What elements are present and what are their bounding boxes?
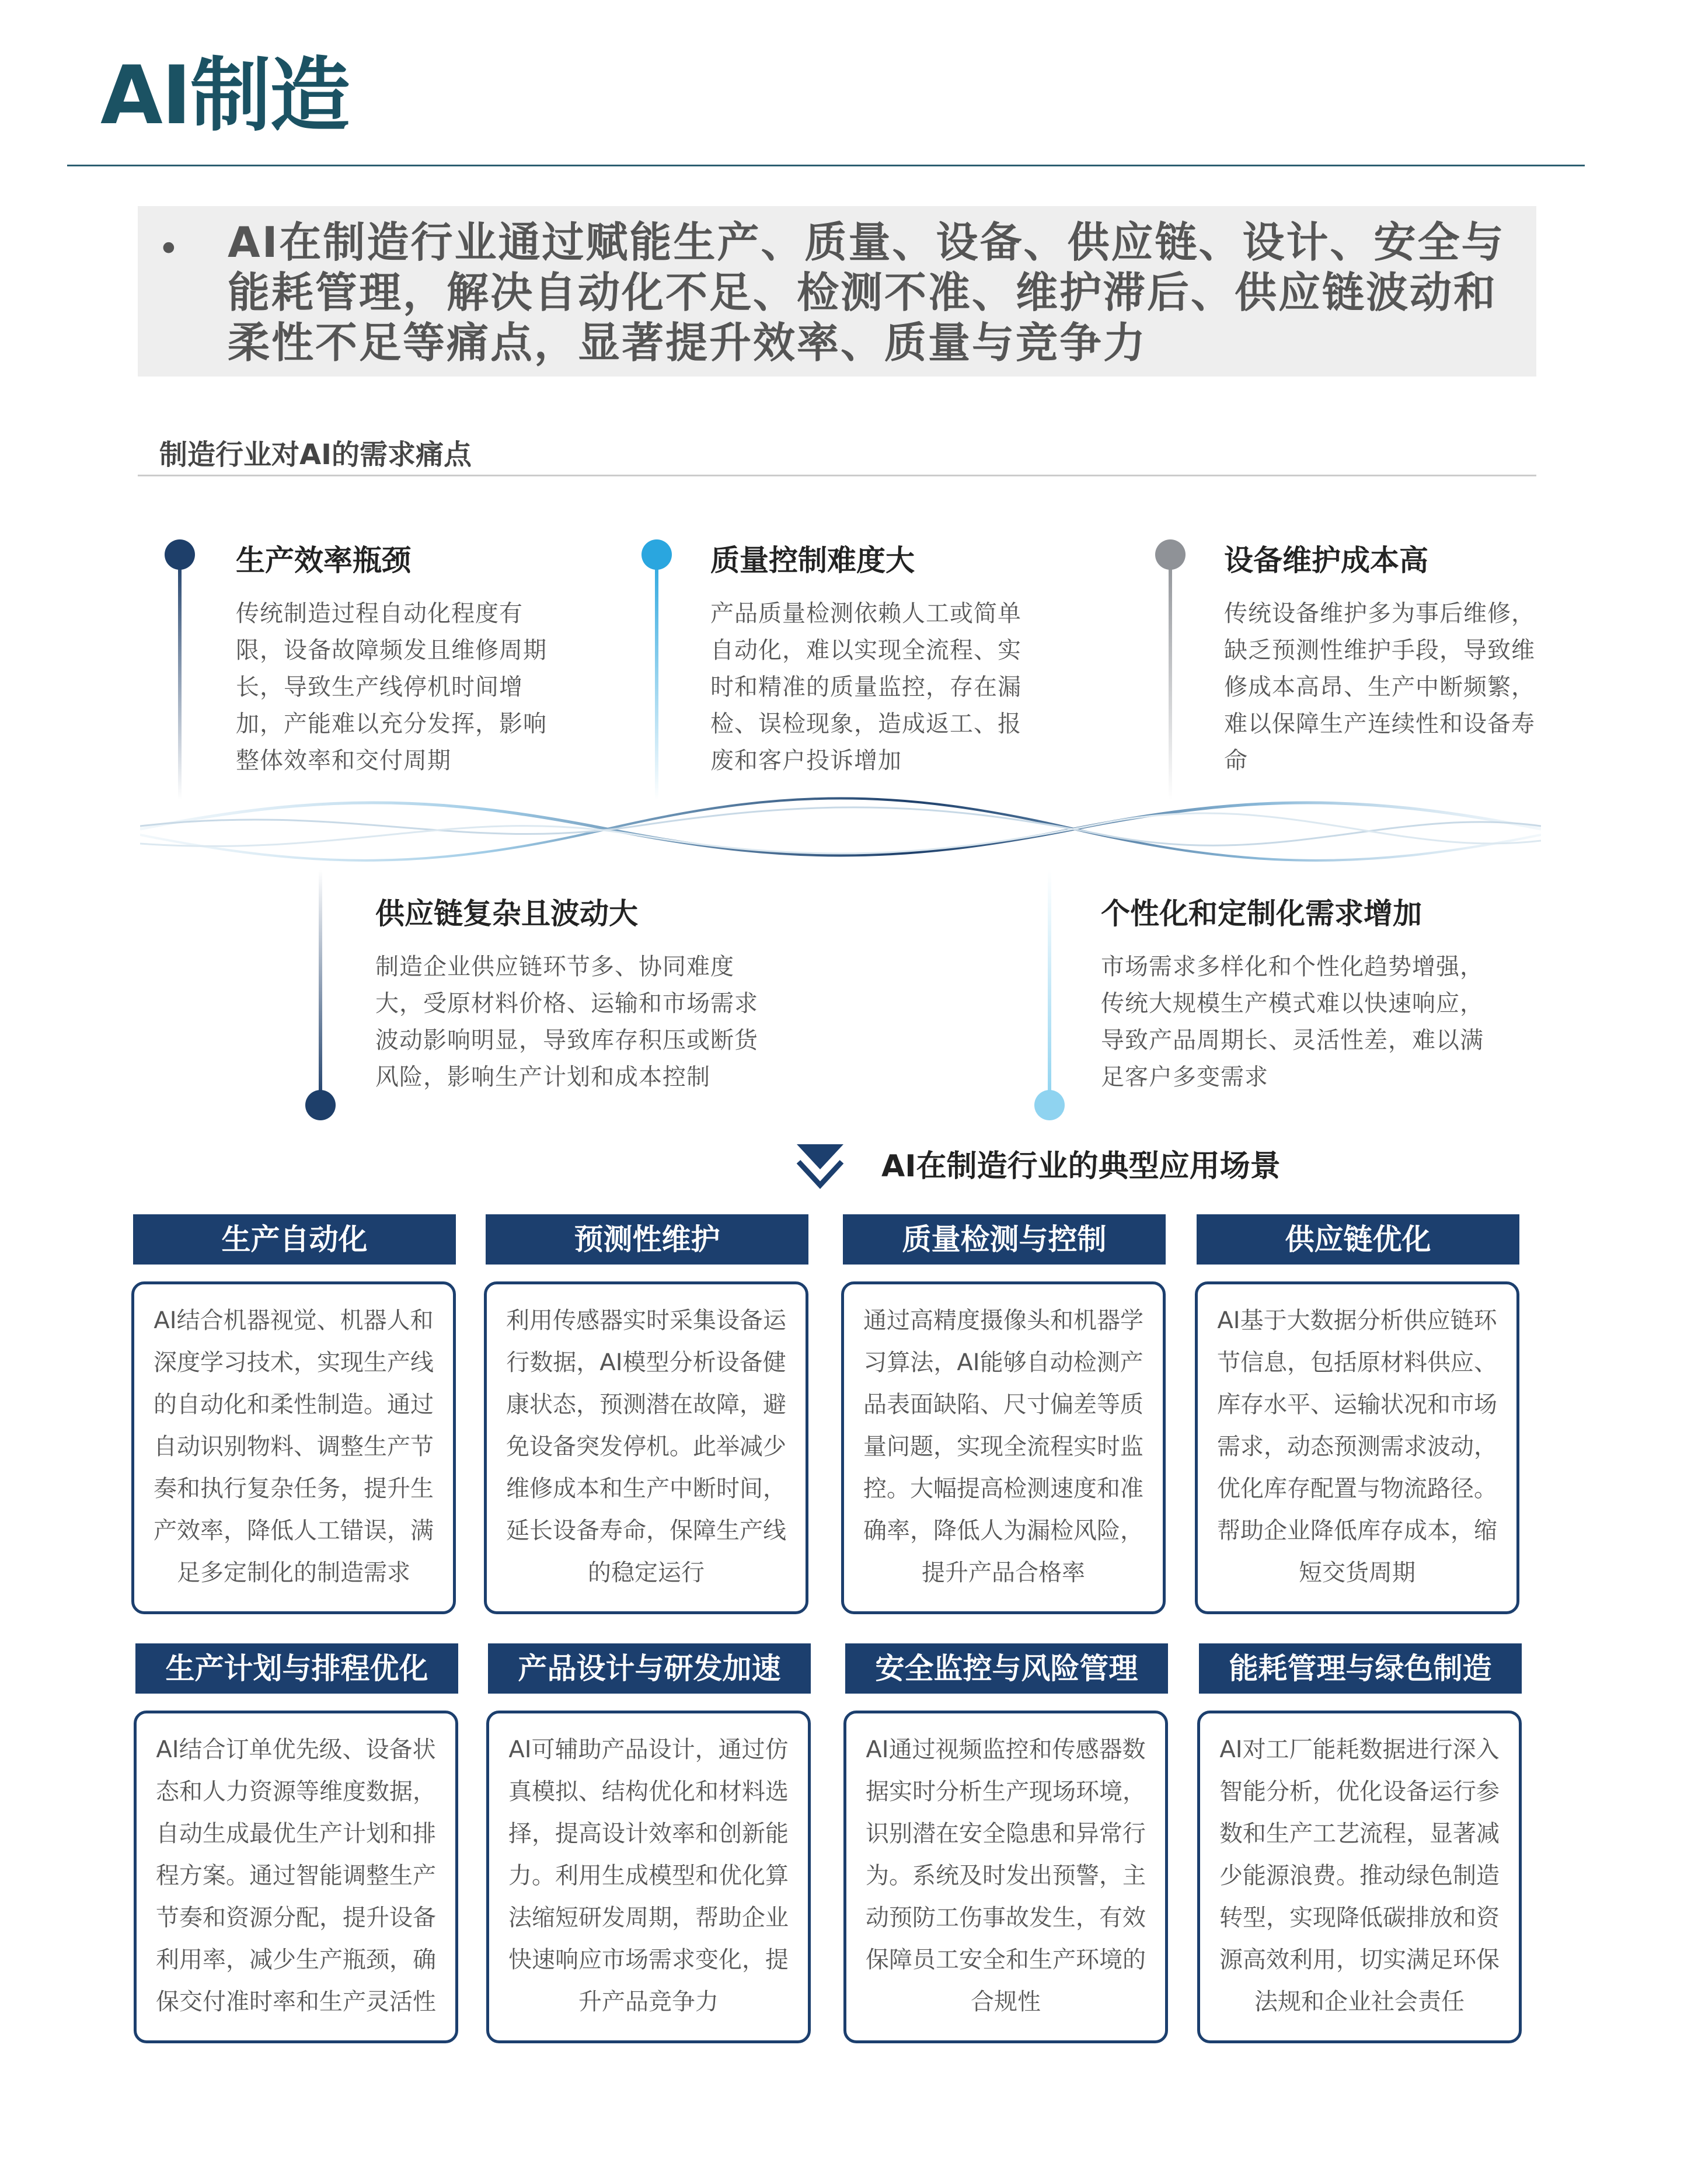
pain-point-description: 传统设备维护多为事后维修，缺乏预测性维护手段，导致维修成本高昂、生产中断频繁，难以保障生产连续性和设备寿命 <box>1224 600 1535 774</box>
pain-points-heading: 制造行业对AI的需求痛点 <box>159 438 472 471</box>
app-card-title: 质量检测与控制 <box>843 1214 1166 1265</box>
pain-point-item <box>236 537 563 779</box>
app-card-title: 供应链优化 <box>1197 1214 1519 1265</box>
pain-point-title: 质量控制难度大 <box>710 544 915 577</box>
app-card-title: 预测性维护 <box>486 1214 808 1265</box>
pain-point-item <box>1224 537 1539 779</box>
app-card-title: 生产计划与排程优化 <box>135 1643 458 1694</box>
app-card-description: AI通过视频监控和传感器数据实时分析生产现场环境，识别潜在安全隐患和异常行为。系统及时发出预警，主动预防工伤事故发生，有效保障员工安全和生产环境的合规性 <box>843 1711 1168 2043</box>
pin-dot-5 <box>1034 1090 1065 1120</box>
pin-dot-2 <box>641 539 672 570</box>
pain-point-title: 生产效率瓶颈 <box>236 544 411 577</box>
pain-point-title: 供应链复杂且波动大 <box>375 897 638 931</box>
pin-dot-1 <box>165 539 195 570</box>
bullet-icon: • <box>158 228 180 271</box>
page-title: AI制造 <box>100 48 350 142</box>
app-card-title: 生产自动化 <box>133 1214 456 1265</box>
pain-point-title: 个性化和定制化需求增加 <box>1101 897 1422 931</box>
app-card-description: AI可辅助产品设计，通过仿真模拟、结构优化和材料选择，提高设计效率和创新能力。利用生成模型和优化算法缩短研发周期，帮助企业快速响应市场需求变化，提升产品竞争力 <box>486 1711 811 2043</box>
app-card-description: AI结合订单优先级、设备状态和人力资源等维度数据，自动生成最优生产计划和排程方案。通过智能调整生产节奏和资源分配，提升设备利用率，减少生产瓶颈，确保交付准时率和生产灵活性 <box>134 1711 458 2043</box>
pin-dot-3 <box>1155 539 1186 570</box>
pin-dot-4 <box>305 1090 336 1120</box>
wave-decoration <box>140 771 1541 887</box>
pain-point-description: 制造企业供应链环节多、协同难度大，受原材料价格、运输和市场需求波动影响明显，导致库存积压或断货风险，影响生产计划和成本控制 <box>375 953 758 1091</box>
app-card-title: 安全监控与风险管理 <box>845 1643 1168 1694</box>
pain-point-title: 设备维护成本高 <box>1224 544 1428 577</box>
pain-point-item <box>710 537 1037 779</box>
pain-point-description: 传统制造过程自动化程度有限，设备故障频发且维修周期长，导致生产线停机时间增加，产能难以充分发挥，影响整体效率和交付周期 <box>236 600 547 774</box>
app-card-description: AI基于大数据分析供应链环节信息，包括原材料供应、库存水平、运输状况和市场需求，动态预测需求波动，优化库存配置与物流路径。帮助企业降低库存成本，缩短交货周期 <box>1195 1281 1519 1614</box>
app-card-title: 产品设计与研发加速 <box>488 1643 811 1694</box>
app-card-title: 能耗管理与绿色制造 <box>1199 1643 1522 1694</box>
applications-heading: AI在制造行业的典型应用场景 <box>881 1149 1281 1184</box>
double-chevron-down-icon <box>794 1141 846 1191</box>
title-divider <box>67 165 1585 166</box>
summary-text: AI在制造行业通过赋能生产、质量、设备、供应链、设计、安全与能耗管理，解决自动化不足、检测不准、维护滞后、供应链波动和柔性不足等痛点，显著提升效率、质量与竞争力 <box>228 218 1505 367</box>
pain-point-item <box>375 890 772 1096</box>
app-card-description: 利用传感器实时采集设备运行数据，AI模型分析设备健康状态，预测潜在故障，避免设备突发停机。此举减少维修成本和生产中断时间，延长设备寿命，保障生产线的稳定运行 <box>484 1281 808 1614</box>
app-card-description: AI对工厂能耗数据进行深入智能分析，优化设备运行参数和生产工艺流程，显著减少能源浪费。推动绿色制造转型，实现降低碳排放和资源高效利用，切实满足环保法规和企业社会责任 <box>1197 1711 1522 2043</box>
pain-point-item <box>1101 890 1498 1096</box>
pain-point-description: 产品质量检测依赖人工或简单自动化，难以实现全流程、实时和精准的质量监控，存在漏检、误检现象，造成返工、报废和客户投诉增加 <box>710 600 1021 774</box>
pain-points-divider <box>138 475 1536 476</box>
app-card-description: 通过高精度摄像头和机器学习算法，AI能够自动检测产品表面缺陷、尺寸偏差等质量问题，实现全流程实时监控。大幅提高检测速度和准确率，降低人为漏检风险，提升产品合格率 <box>841 1281 1166 1614</box>
pain-point-description: 市场需求多样化和个性化趋势增强，传统大规模生产模式难以快速响应，导致产品周期长、灵活性差，难以满足客户多变需求 <box>1101 953 1484 1091</box>
app-card-description: AI结合机器视觉、机器人和深度学习技术，实现生产线的自动化和柔性制造。通过自动识别物料、调整生产节奏和执行复杂任务，提升生产效率，降低人工错误，满足多定制化的制造需求 <box>131 1281 456 1614</box>
